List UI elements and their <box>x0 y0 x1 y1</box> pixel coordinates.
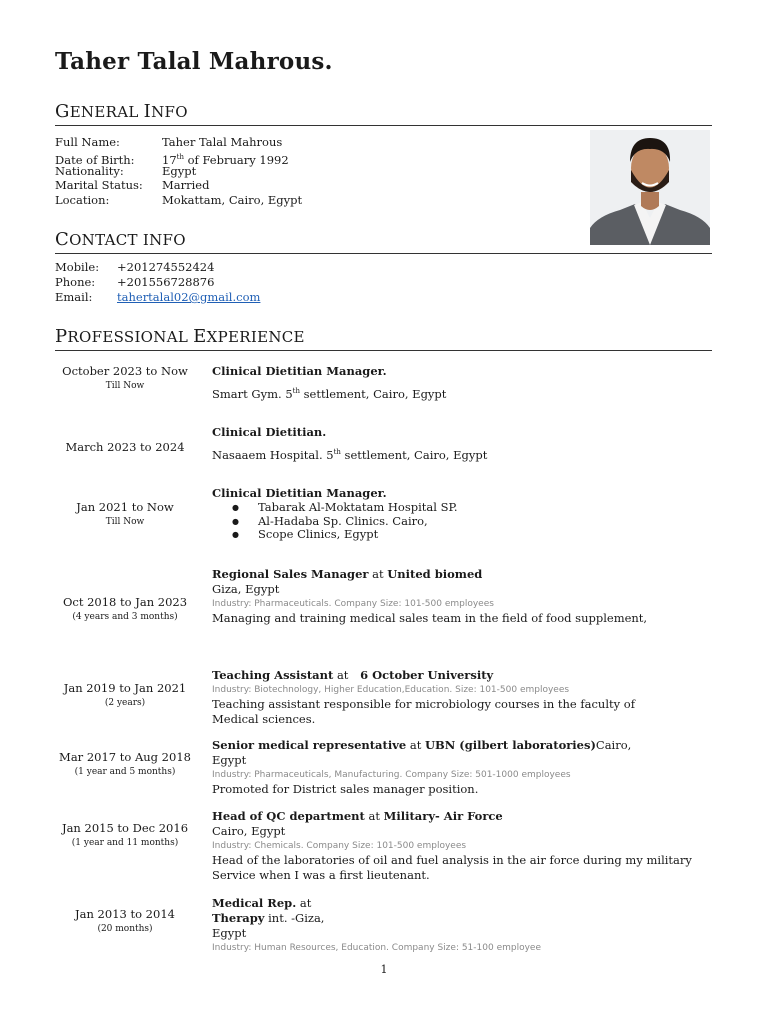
experience-date: Oct 2018 to Jan 2023 (4 years and 3 months) <box>62 595 188 622</box>
email-link[interactable]: tahertalal02@gmail.com <box>117 290 261 304</box>
experience-content: Teaching Assistant at 6 October University Industry: Biotechnology, Higher Education,Education. Size: 101-500 employees Teaching assistant responsible for microbiology courses in the faculty of Medical sciences. <box>212 668 635 726</box>
experience-date: Jan 2019 to Jan 2021 (2 years) <box>63 681 187 708</box>
info-row-nationality: Nationality: Egypt <box>55 164 197 178</box>
experience-content: Senior medical representative at UBN (gilbert laboratories)Cairo, Egypt Industry: Pharmaceuticals, Manufacturing. Company Size: 501-1000 employees Promoted for District sales manager position. <box>212 738 632 796</box>
experience-date: Jan 2013 to 2014 (20 months) <box>75 907 175 934</box>
experience-content: Clinical Dietitian Manager. Smart Gym. 5th settlement, Cairo, Egypt <box>212 364 447 401</box>
experience-content: Clinical Dietitian Manager. ● Tabarak Al-Moktatam Hospital SP. ● Al-Hadaba Sp. Clinics. Cairo, ● Scope Clinics, Egypt <box>212 486 712 542</box>
info-row-marital-status: Marital Status: Married <box>55 178 210 192</box>
experience-date: Mar 2017 to Aug 2018 (1 year and 5 months) <box>59 750 191 777</box>
list-item: ● Tabarak Al-Moktatam Hospital SP. <box>232 501 712 515</box>
experience-content: Clinical Dietitian. Nasaaem Hospital. 5th settlement, Cairo, Egypt <box>212 425 488 462</box>
professional-experience-heading: PROFESSIONAL EXPERIENCE <box>55 326 712 351</box>
experience-date: Jan 2021 to Now Till Now <box>76 500 174 527</box>
info-row-dob: Date of Birth: 17th of February 1992 <box>55 152 289 167</box>
general-info-heading: GENERAL INFO <box>55 101 712 126</box>
experience-date: March 2023 to 2024 <box>65 440 185 454</box>
contact-row-email: Email: tahertalal02@gmail.com <box>55 290 261 304</box>
info-row-location: Location: Mokattam, Cairo, Egypt <box>55 193 303 207</box>
contact-info-heading: CONTACT INFO <box>55 229 712 254</box>
list-item: ● Scope Clinics, Egypt <box>232 528 712 542</box>
experience-content: Medical Rep. at Therapy int. -Giza, Egypt Industry: Human Resources, Education. Company Size: 51-100 employee <box>212 896 541 953</box>
info-row-full-name: Full Name: Taher Talal Mahrous <box>55 135 283 149</box>
contact-row-phone: Phone: +201556728876 <box>55 275 215 289</box>
experience-content: Head of QC department at Military- Air Force Cairo, Egypt Industry: Chemicals. Company Size: 101-500 employees Head of the laboratories of oil and fuel analysis in the air force during my military Service when I was a first lieutenant. <box>212 809 692 882</box>
experience-content: Regional Sales Manager at United biomed Giza, Egypt Industry: Pharmaceuticals. Company Size: 101-500 employees Managing and training medical sales team in the field of food supplement, <box>212 567 648 625</box>
candidate-name: Taher Talal Mahrous. <box>55 48 333 75</box>
clinic-list <box>232 501 712 542</box>
experience-date: Jan 2015 to Dec 2016 (1 year and 11 months) <box>61 821 189 848</box>
contact-row-mobile: Mobile: +201274552424 <box>55 260 215 274</box>
experience-date: October 2023 to Now Till Now <box>62 364 188 391</box>
profile-photo <box>590 130 710 245</box>
list-item: ● Al-Hadaba Sp. Clinics. Cairo, <box>232 515 712 529</box>
page-number: 1 <box>380 963 388 976</box>
